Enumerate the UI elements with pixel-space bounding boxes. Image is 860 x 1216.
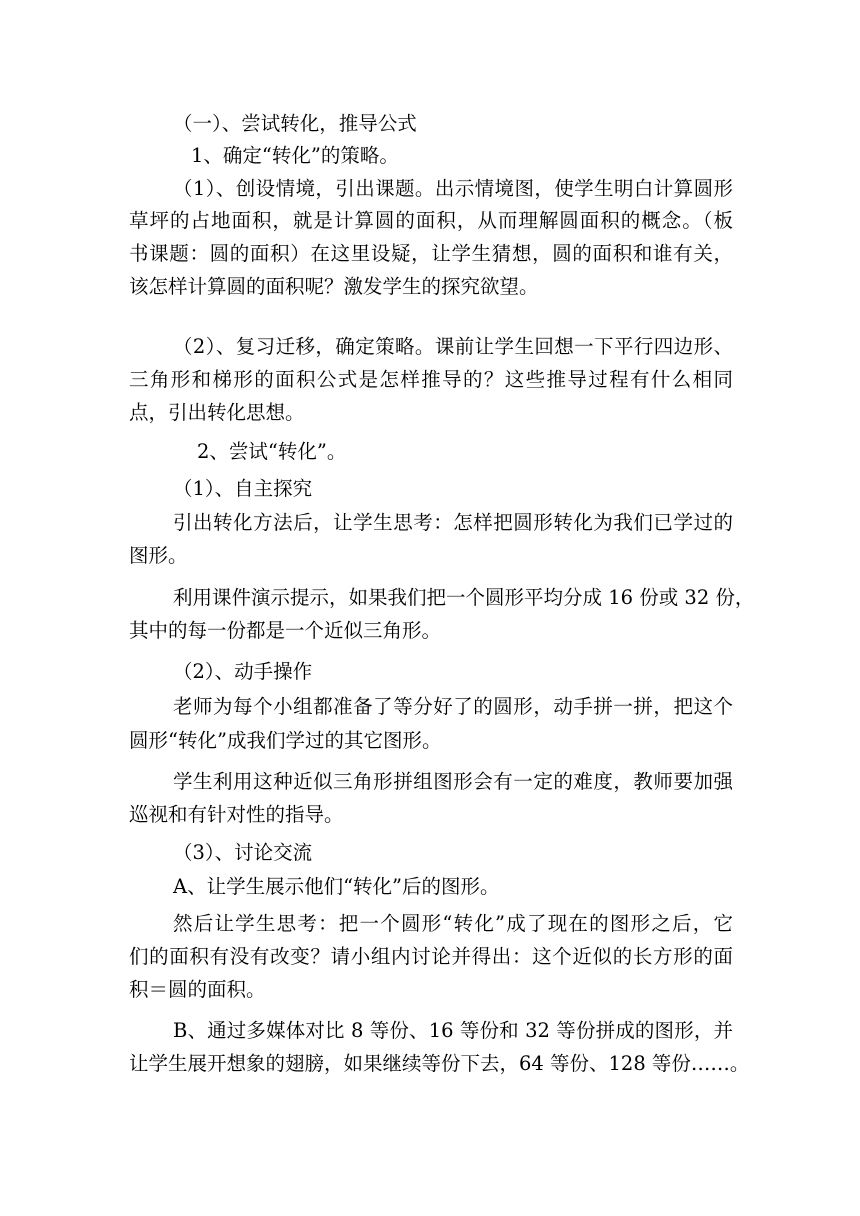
- sub-heading: （3）、讨论交流: [173, 841, 313, 864]
- paragraph-line: 其中的每一份都是一个近似三角形。: [129, 619, 442, 642]
- paragraph-line: 该怎样计算圆的面积呢？激发学生的探究欲望。: [129, 275, 539, 298]
- paragraph-line: （2）、复习迁移，确定策略。课前让学生回想一下平行四边形、: [173, 335, 733, 358]
- step-heading: 1、确定“转化”的策略。: [191, 144, 399, 167]
- sub-heading: （2）、动手操作: [173, 660, 313, 683]
- paragraph-line: B、通过多媒体对比 8 等份、16 等份和 32 等份拼成的图形，并: [173, 1019, 733, 1042]
- paragraph-line: 学生利用这种近似三角形拼组图形会有一定的难度，教师要加强: [173, 770, 733, 793]
- paragraph-line: 然后让学生思考：把一个圆形“转化”成了现在的图形之后，它: [173, 912, 733, 935]
- paragraph-line: 草坪的占地面积，就是计算圆的面积，从而理解圆面积的概念。（板: [129, 209, 733, 232]
- paragraph-line: 图形。: [129, 544, 188, 567]
- paragraph-line: A、让学生展示他们“转化”后的图形。: [173, 875, 500, 898]
- section-heading: （一）、尝试转化，推导公式: [173, 112, 417, 135]
- paragraph-line: （1）、创设情境，引出课题。出示情境图，使学生明白计算圆形: [173, 177, 733, 200]
- paragraph-line: 让学生展开想象的翅膀，如果继续等份下去，64 等份、128 等份……。: [129, 1052, 750, 1075]
- step-heading: 2、尝试“转化”。: [197, 440, 347, 463]
- paragraph-line: 书课题：圆的面积）在这里设疑，让学生猜想，圆的面积和谁有关，: [129, 242, 733, 265]
- paragraph-line: 引出转化方法后，让学生思考：怎样把圆形转化为我们已学过的: [173, 511, 733, 534]
- paragraph-line: 三角形和梯形的面积公式是怎样推导的？这些推导过程有什么相同: [129, 368, 733, 391]
- paragraph-line: 巡视和有针对性的指导。: [129, 803, 344, 826]
- paragraph-line: 点，引出转化思想。: [129, 401, 305, 424]
- paragraph-line: 圆形“转化”成我们学过的其它图形。: [129, 729, 442, 752]
- paragraph-line: 利用课件演示提示，如果我们把一个圆形平均分成 16 份或 32 份，: [173, 586, 755, 609]
- paragraph-line: 们的面积有没有改变？请小组内讨论并得出：这个近似的长方形的面: [129, 945, 733, 968]
- sub-heading: （1）、自主探究: [173, 477, 313, 500]
- paragraph-line: 老师为每个小组都准备了等分好了的圆形，动手拼一拼，把这个: [173, 695, 733, 718]
- paragraph-line: 积＝圆的面积。: [129, 978, 266, 1001]
